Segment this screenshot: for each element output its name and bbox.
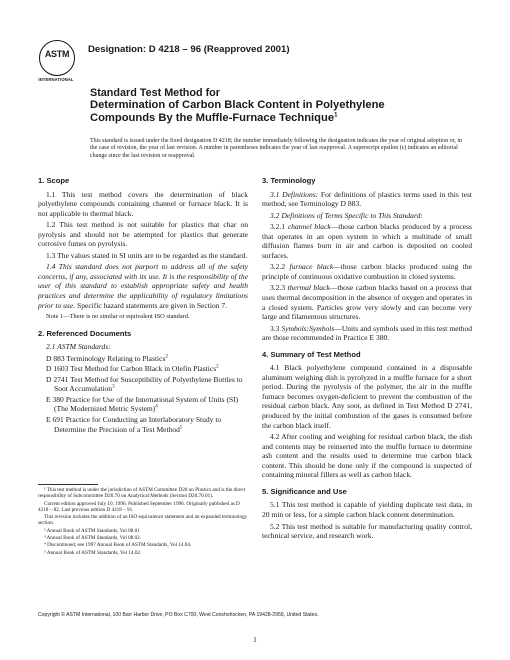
term-def: —Units and symbols used in this test method are those recommended in Practice E 380. — [262, 323, 473, 343]
summary-p1: 4.1 Black polyethylene compound contained in a disposable aluminum weighing dish is pyrolyzed in a muffle furnace for a short period. During the pyrolysis of the polymer, the air in the muffle furnace becomes oxygen-deficient to prevent the combustion of the residual carbon black. Any soot, as defined in Test Method D 2741, produced by the initial combustion of the gases is consumed before the carbon black itself. — [262, 363, 472, 430]
ref-item-sup: 2 — [216, 364, 219, 370]
terminology-p22 — [262, 262, 472, 281]
terminology-p1 — [262, 190, 472, 209]
term-num: 3.2.1 — [270, 222, 288, 232]
ref-item-sup: 5 — [179, 425, 183, 431]
title-line-2: Determination of Carbon Black Content in Polyethylene — [90, 99, 385, 111]
terminology-p2-label: 3.2 Definitions of Terms Specific to This Standard: — [270, 210, 423, 220]
footnote: ³ Annual Book of ASTM Standards, Vol 08.02. — [44, 535, 142, 542]
ref-item-text: E 691 Practice for Conducting an Interlaboratory Study to Determine the Precision of a Test Method — [46, 415, 222, 434]
ref-item-text: D 1603 Test Method for Carbon Black in Olefin Plastics — [46, 364, 217, 374]
ref-item-text: D 2741 Test Method for Susceptibility of Polyethylene Bottles to Soot Accumulation — [46, 374, 243, 394]
scope-p4-tail: Specific hazard statements are given in Section 7. — [75, 300, 228, 310]
ref-item — [46, 354, 248, 364]
logo-subtext: INTERNATIONAL — [38, 77, 74, 82]
scope-p1: 1.1 This test method covers the determination of black polyethylene compounds containing channel or furnace black. It is not applicable to thermal black. — [38, 189, 248, 218]
footnote: ⁴ Discontinued; see 1997 Annual Book of ASTM Standards, Vol 14.04. — [44, 542, 192, 549]
term-num: 3.2.2 — [270, 262, 290, 272]
terminology-p1-tail: For definitions of plastics terms used in this test method, see Terminology D 883. — [262, 189, 472, 209]
page-number: 1 — [253, 635, 257, 644]
logo-text: ASTM — [44, 49, 70, 59]
terminology-p3 — [262, 324, 472, 343]
title-line-3-text: Compounds By the Muffle-Furnace Technique — [90, 111, 335, 124]
footnote-rule — [38, 484, 98, 485]
term-def: —those carbon blacks produced using the principle of continuous oxidative combustion in closed systems. — [262, 262, 472, 281]
footnote: Current edition approved July 10, 1996. Published September 1996. Originally published as D 4218 – 82. Last previous edition D 4218 – 91. — [38, 500, 240, 513]
significance-p1: 5.1 This test method is capable of yielding duplicate test data, in 20 min or less, for a simple carbon black content determination. — [262, 500, 472, 519]
copyright-line: Copyright © ASTM International, 100 Barr Harbor Drive, PO Box C700, West Conshohocken, PA 19428-2959, United States. — [38, 612, 319, 618]
ref-item-sup: 3 — [112, 384, 115, 390]
right-column — [262, 176, 472, 543]
footnote: ² Annual Book of ASTM Standards, Vol 08.01 — [44, 527, 140, 534]
refs-subheading-text: 2.1 ASTM Standards: — [46, 342, 111, 352]
left-column — [38, 176, 248, 435]
footnote: ⁵ Annual Book of ASTM Standards, Vol 14.02. — [44, 549, 142, 556]
scope-p4-italic: 1.4 This standard does not purport to address all of the safety concerns, if any, associated with its use. It is the responsibility of the user of this standard to establish appropriate safety and health practices and determine the applicability of regulatory limitations prior to use. — [38, 262, 248, 310]
term-num: 3.2.3 — [270, 283, 288, 293]
summary-heading: 4. Summary of Test Method — [262, 349, 361, 359]
scope-p2: 1.2 This test method is not suitable for plastics that char on pyrolysis and should not be attempted for plastics that generate corrosive fumes on pyrolysis. — [38, 220, 248, 249]
issued-note: This standard is issued under the fixed designation D 4218; the number immediately following the designation indicates the year of original adoption or, in the case of revision, the year of last revision. A number in parentheses indicates the year of last reapproval. A superscript epsilon (ε) indicates an editorial change since the last revision or reapproval. — [90, 138, 463, 159]
scope-p3: 1.3 The values stated in SI units are to be regarded as the standard. — [46, 250, 248, 260]
ref-item — [46, 375, 248, 394]
ref-item — [46, 415, 248, 434]
term: thermal black — [287, 283, 330, 293]
term-num: 3.3 — [270, 323, 282, 333]
ref-item-sup: 2 — [165, 354, 168, 360]
ref-item-text: D 883 Terminology Relating to Plastics — [46, 353, 166, 363]
ref-item — [46, 395, 248, 414]
scope-note: Note 1—There is no similar or equivalent ISO standard. — [46, 313, 190, 321]
designation: Designation: D 4218 – 96 (Reapproved 2001) — [88, 44, 290, 55]
significance-heading: 5. Significance and Use — [262, 486, 347, 496]
ref-item — [46, 364, 248, 374]
footnote: This revision includes the addition of an ISO equivalence statement and an expanded terminology section. — [38, 514, 248, 527]
title-line-3 — [90, 112, 470, 125]
refs-heading: 2. Referenced Documents — [38, 328, 132, 338]
summary-p2: 4.2 After cooling and weighing for residual carbon black, the dish and contents may be reinserted into the muffle furnace to determine ash content and the results used to determine true carbon black content. This should be done only if the compound is suspected of containing mineral fillers as well as carbon black. — [262, 432, 472, 480]
footnote: ¹ This test method is under the jurisdiction of ASTM Committee D20 on Plastics and is the direct responsibility of Subcommittee D20.70 on Analytical Methods (Section D20.70.01). — [38, 487, 246, 500]
ref-item-text: E 380 Practice for Use of the International System of Units (SI) (The Modernized Metric System) — [46, 394, 239, 414]
astm-logo — [38, 40, 74, 82]
refs-list — [38, 354, 248, 434]
terminology-p21 — [262, 222, 472, 260]
title-footnote-mark: 1 — [334, 111, 338, 118]
term: channel black — [287, 222, 331, 232]
document-title — [90, 87, 470, 124]
footnotes — [38, 487, 248, 557]
term-def: —those carbon blacks produced by a process that operates in an open system in which a multitude of small diffusion flames burn in air and carbon is deposited on cooled surfaces. — [262, 222, 472, 260]
term-def: —those carbon blacks based on a process that uses thermal decomposition in the absence of oxygen and operates in a closed system. Particles grow very slowly and can become very large and filamentous structures. — [262, 283, 472, 322]
term: furnace black — [289, 262, 334, 272]
significance-p2: 5.2 This test method is suitable for manufacturing quality control, technical service, and research work. — [262, 521, 472, 541]
title-line-1: Standard Test Method for — [90, 87, 220, 99]
scope-p4 — [38, 262, 248, 310]
terminology-p1-label: 3.1 Definitions: — [270, 189, 319, 199]
terminology-p2 — [262, 211, 472, 221]
terminology-p23 — [262, 283, 472, 321]
astm-seal-icon — [39, 40, 75, 76]
term: Symbols:Symbols — [281, 323, 335, 333]
refs-subheading — [38, 342, 248, 352]
ref-item-sup: 4 — [155, 404, 158, 410]
scope-heading: 1. Scope — [38, 176, 70, 185]
terminology-heading: 3. Terminology — [262, 176, 316, 185]
